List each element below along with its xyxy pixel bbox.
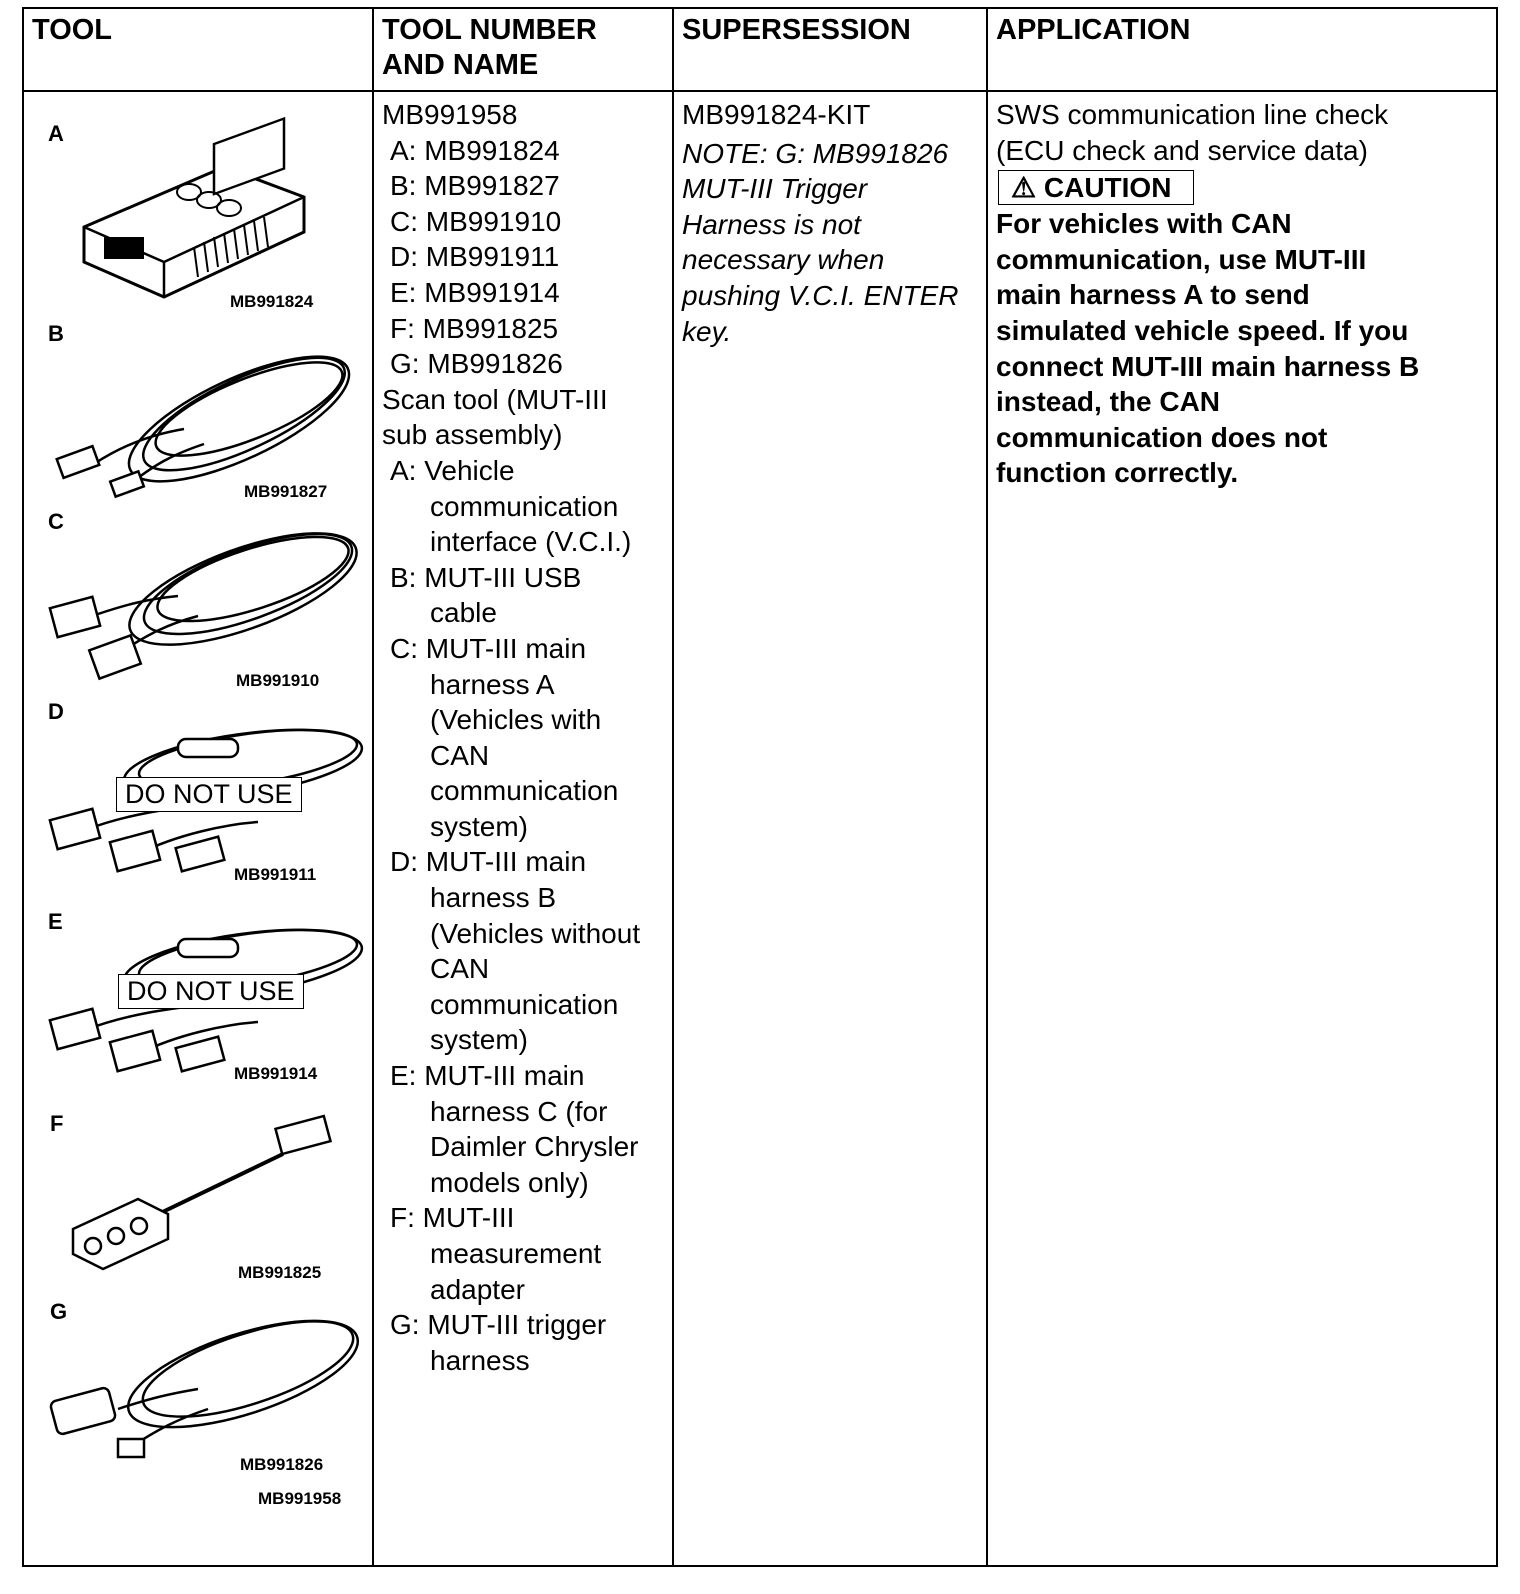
header-tool-number-and-name: TOOL NUMBER AND NAME bbox=[382, 14, 597, 81]
caution-line: simulated vehicle speed. If you bbox=[996, 314, 1409, 346]
caution-line: communication, use MUT-III bbox=[996, 243, 1367, 275]
tool-name-line: harness bbox=[430, 1344, 530, 1376]
tool-letter: A bbox=[48, 121, 64, 146]
kit-number: MB991958 bbox=[382, 99, 518, 130]
tool-name-line: interface (V.C.I.) bbox=[430, 526, 632, 558]
supersession-note-line: MUT-III Trigger bbox=[682, 173, 868, 205]
tool-name-line: CAN bbox=[430, 953, 490, 985]
kit-code: MB991958 bbox=[258, 1489, 342, 1508]
tool-name: G: MUT-III trigger bbox=[390, 1309, 607, 1341]
tool-name: A: Vehicle bbox=[390, 454, 515, 486]
scan-tool-title: Scan tool (MUT-III bbox=[382, 383, 608, 415]
scan-tool-title: sub assembly) bbox=[382, 419, 563, 451]
caution-line: communication does not bbox=[996, 421, 1328, 453]
tool-code: MB991910 bbox=[236, 671, 320, 690]
tool-name-line: communication bbox=[430, 775, 619, 807]
main-harness-a-illustration bbox=[48, 524, 358, 684]
tool-code: MB991911 bbox=[234, 865, 317, 884]
tool-name-line: communication bbox=[430, 988, 619, 1020]
column-divider bbox=[372, 9, 374, 1565]
vci-device-illustration bbox=[74, 137, 314, 307]
usb-cable-illustration bbox=[54, 334, 354, 494]
caution-label: CAUTION bbox=[1043, 172, 1172, 204]
tool-name-line: harness C (for bbox=[430, 1095, 608, 1127]
tool-code: MB991826 bbox=[240, 1455, 324, 1474]
header-divider bbox=[24, 90, 1496, 92]
caution-line: instead, the CAN bbox=[996, 386, 1221, 418]
tool-letter: C bbox=[48, 509, 64, 534]
application-cell bbox=[996, 97, 1496, 491]
tool-name-line: harness A bbox=[430, 668, 555, 700]
do-not-use-label: DO NOT USE bbox=[118, 974, 304, 1009]
tool-code: MB991827 bbox=[244, 482, 328, 501]
caution-line: function correctly. bbox=[996, 457, 1239, 489]
part-number: B: MB991827 bbox=[390, 170, 560, 202]
tool-name-line: Daimler Chrysler bbox=[430, 1131, 639, 1163]
part-number: F: MB991825 bbox=[390, 312, 559, 344]
tool-name-line: measurement bbox=[430, 1238, 602, 1269]
tool-code: MB991914 bbox=[234, 1064, 318, 1083]
tool-number-and-name-cell bbox=[382, 97, 667, 1378]
tool-letter: D bbox=[48, 699, 64, 724]
caution-line: For vehicles with CAN bbox=[996, 208, 1292, 240]
measurement-adapter-illustration bbox=[68, 1114, 338, 1274]
tool-name: C: MUT-III main bbox=[390, 632, 587, 664]
tool-letter: F bbox=[50, 1111, 64, 1136]
tool-name: E: MUT-III main bbox=[390, 1060, 585, 1092]
trigger-harness-illustration bbox=[48, 1309, 358, 1469]
application-line: SWS communication line check bbox=[996, 99, 1389, 130]
supersession-note-line: pushing V.C.I. ENTER bbox=[682, 279, 959, 311]
part-number: C: MB991910 bbox=[390, 205, 562, 237]
supersession-note-line: NOTE: G: MB991826 bbox=[682, 137, 949, 169]
part-number: A: MB991824 bbox=[390, 134, 560, 166]
tool-name-line: (Vehicles without bbox=[430, 917, 641, 949]
tool-name-line: adapter bbox=[430, 1273, 525, 1305]
caution-line: connect MUT-III main harness B bbox=[996, 350, 1420, 382]
tool-name-line: cable bbox=[430, 597, 497, 629]
tool-name-line: communication bbox=[430, 490, 619, 522]
column-divider bbox=[672, 9, 674, 1565]
header-tool: TOOL bbox=[32, 14, 113, 46]
tool-name-line: models only) bbox=[430, 1166, 589, 1198]
part-number: E: MB991914 bbox=[390, 276, 560, 308]
tool-code: MB991824 bbox=[230, 292, 314, 311]
tool-name-line: system) bbox=[430, 810, 528, 842]
caution-box bbox=[998, 170, 1194, 205]
header-application: APPLICATION bbox=[996, 14, 1191, 46]
tool-letter: G bbox=[50, 1299, 68, 1324]
tool-name: B: MUT-III USB bbox=[390, 561, 582, 593]
tool-name-line: harness B bbox=[430, 882, 557, 914]
warning-triangle-icon: ⚠ bbox=[1011, 172, 1037, 204]
tool-name-line: CAN bbox=[430, 739, 490, 771]
tool-letter: B bbox=[48, 321, 64, 346]
tool-code: MB991825 bbox=[238, 1263, 322, 1282]
column-divider bbox=[986, 9, 988, 1565]
supersession-cell bbox=[682, 97, 982, 349]
tool-name-line: (Vehicles with bbox=[430, 704, 602, 736]
tool-letter: E bbox=[48, 909, 63, 934]
part-number: D: MB991911 bbox=[390, 241, 560, 273]
header-supersession: SUPERSESSION bbox=[682, 14, 911, 46]
part-number: G: MB991826 bbox=[390, 348, 563, 380]
special-tools-table bbox=[22, 7, 1498, 1567]
supersession-note-line: Harness is not bbox=[682, 208, 861, 240]
tool-name-line: system) bbox=[430, 1024, 528, 1056]
application-line: (ECU check and service data) bbox=[996, 134, 1368, 166]
tool-name: D: MUT-III main bbox=[390, 846, 587, 878]
supersession-note-line: key. bbox=[682, 315, 732, 347]
do-not-use-label: DO NOT USE bbox=[116, 777, 302, 812]
caution-line: main harness A to send bbox=[996, 279, 1310, 311]
tool-name: F: MUT-III bbox=[390, 1202, 515, 1234]
supersession-note-line: necessary when bbox=[682, 244, 885, 276]
supersession-kit: MB991824-KIT bbox=[682, 99, 871, 130]
